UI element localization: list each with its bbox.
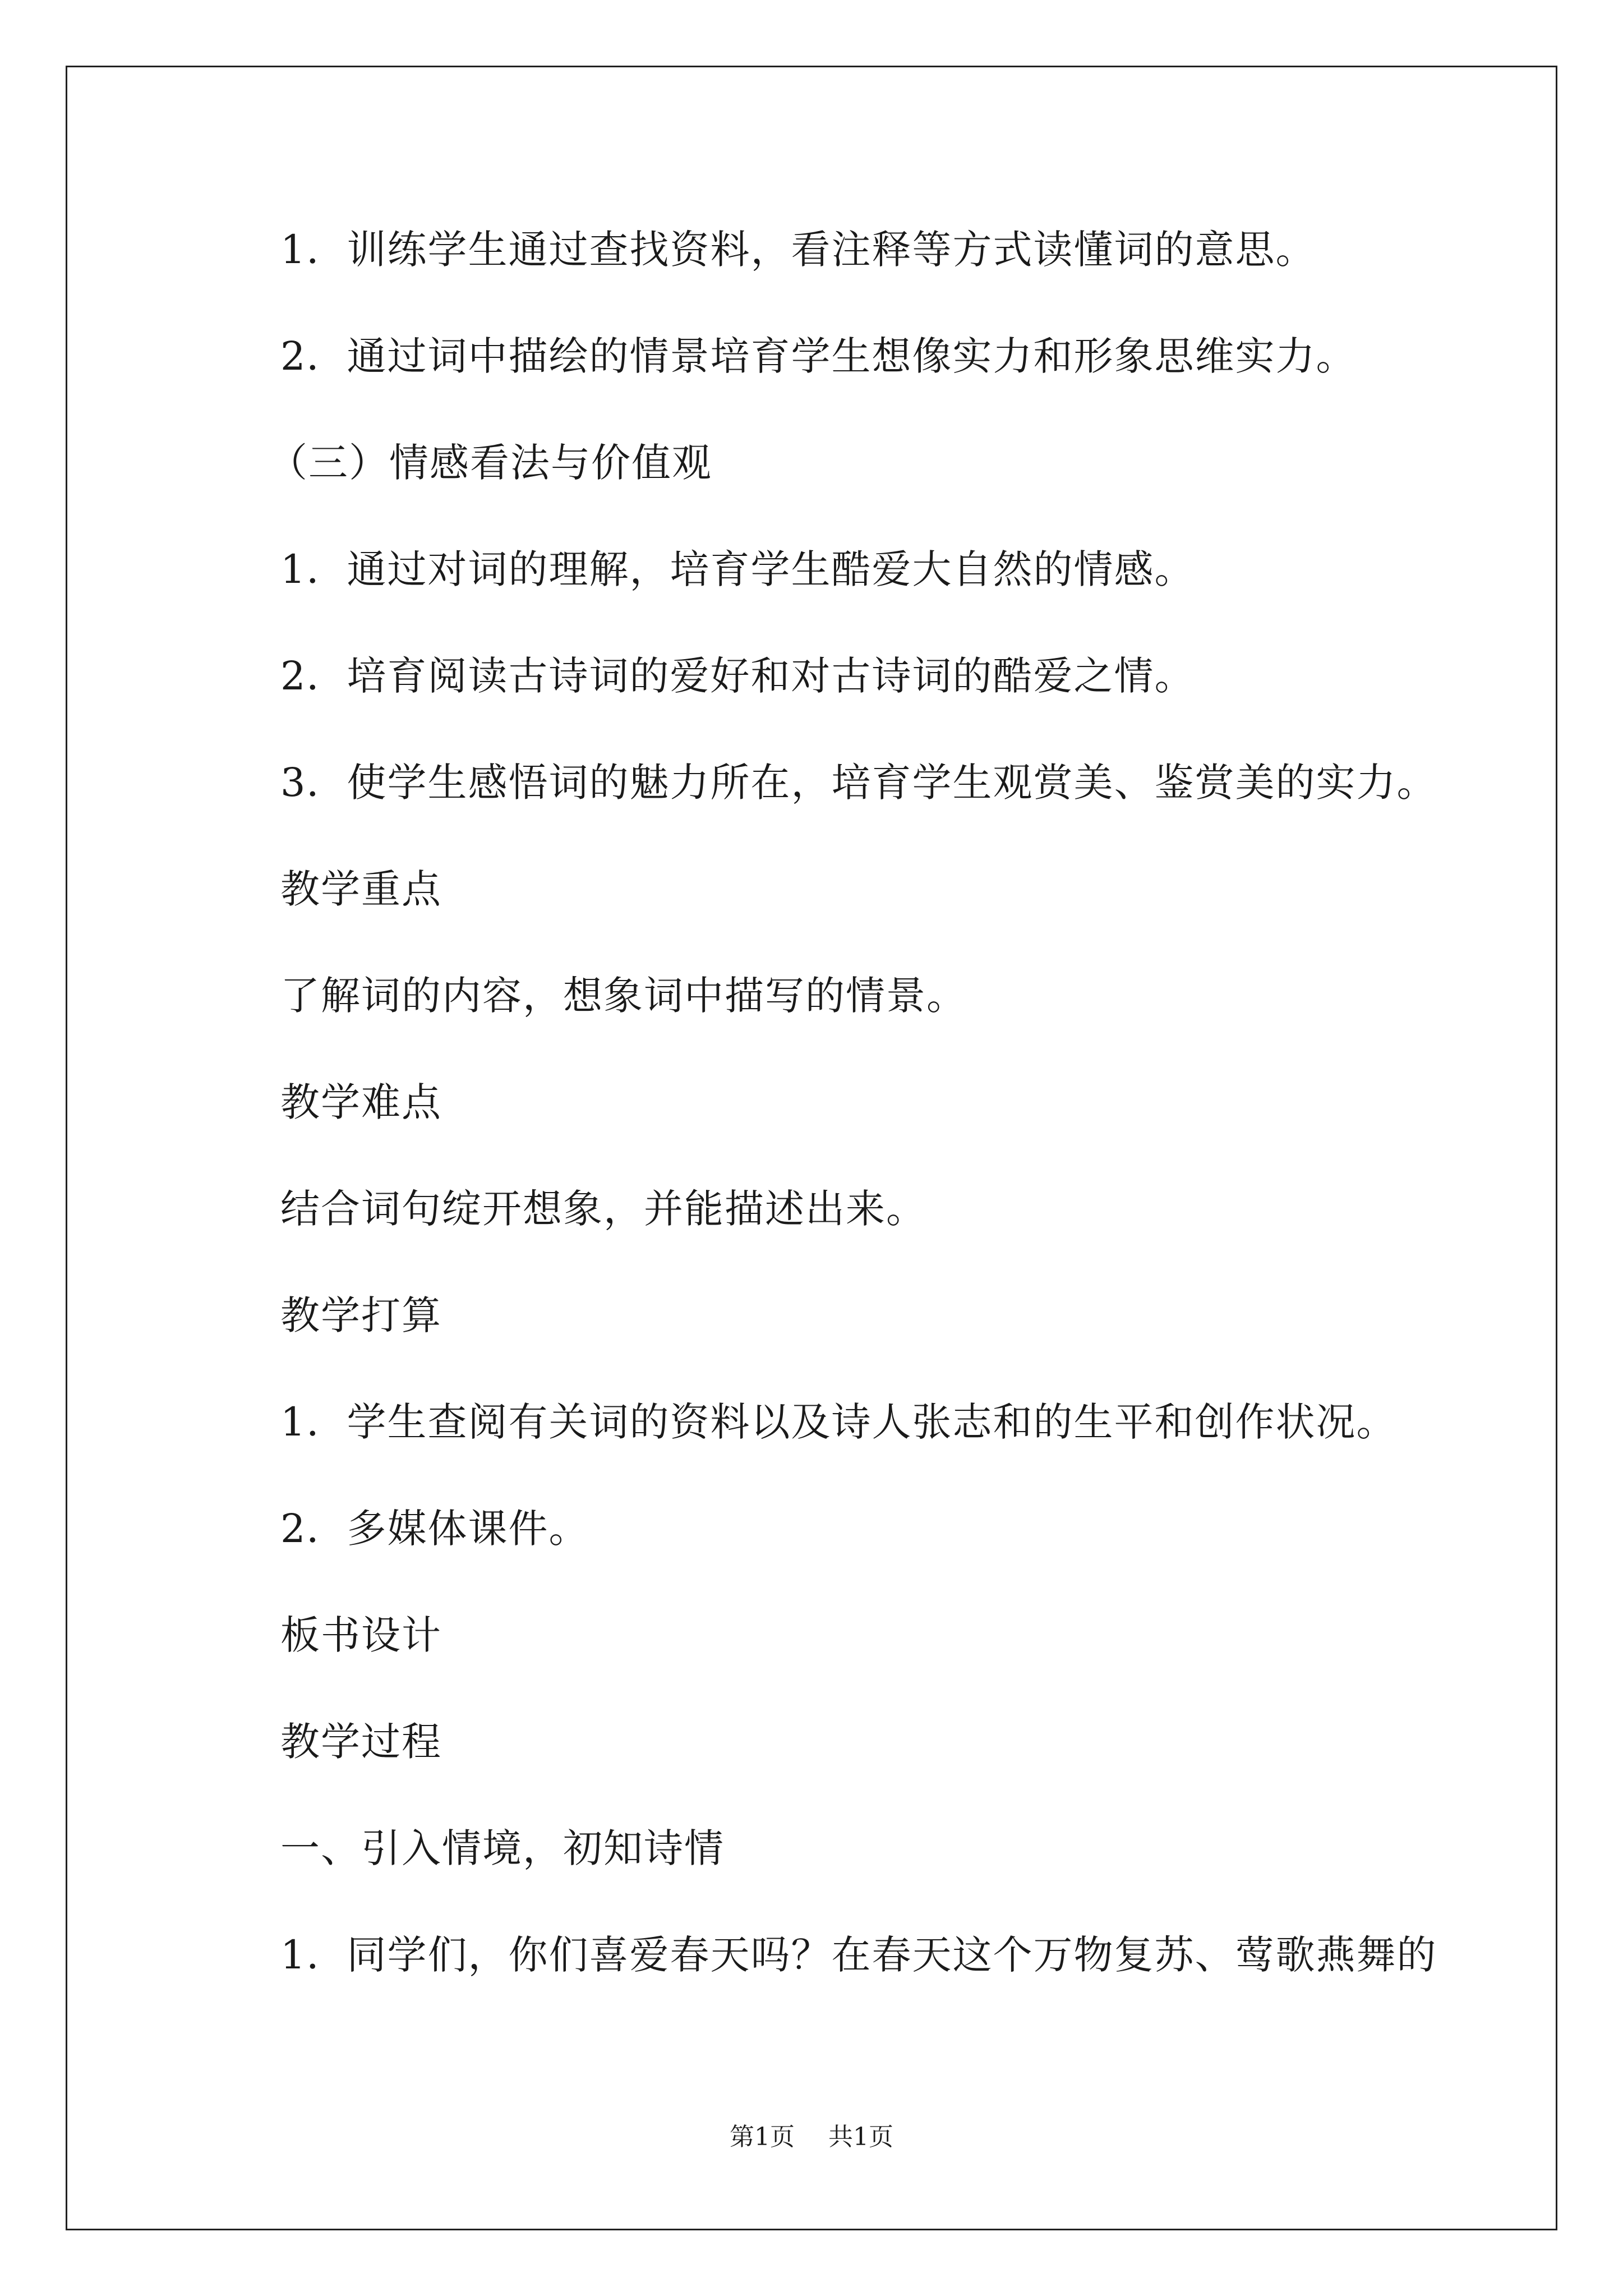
section-heading: 教学重点: [280, 866, 442, 912]
section-heading: 教学难点: [280, 1079, 442, 1125]
subsection-heading: 一、引入情境，初知诗情: [280, 1825, 725, 1871]
objective-line: 2．培育阅读古诗词的爱好和对古诗词的酷爱之情。: [280, 653, 1195, 699]
page-footer: [0, 2125, 1623, 2150]
page-number: 第1页: [730, 2123, 795, 2151]
paragraph: 结合词句绽开想象，并能描述出来。: [280, 1186, 926, 1232]
list-item: 1．学生查阅有关词的资料以及诗人张志和的生平和创作状况。: [280, 1399, 1397, 1445]
paragraph: 1．同学们，你们喜爱春天吗？在春天这个万物复苏、莺歌燕舞的: [280, 1932, 1437, 1978]
paragraph: 了解词的内容，想象词中描写的情景。: [280, 973, 967, 1019]
objective-line: 1．通过对词的理解，培育学生酷爱大自然的情感。: [280, 546, 1195, 592]
objective-line: 3．使学生感悟词的魅力所在，培育学生观赏美、鉴赏美的实力。: [280, 760, 1437, 806]
section-heading: 教学过程: [280, 1719, 442, 1765]
objective-line: 2．通过词中描绘的情景培育学生想像实力和形象思维实力。: [280, 333, 1357, 379]
list-item: 2．多媒体课件。: [280, 1506, 589, 1552]
page-border: [66, 66, 1557, 2230]
section-heading: （三）情感看法与价值观: [268, 440, 712, 486]
page-total: 共1页: [828, 2123, 893, 2151]
objective-line: 1．训练学生通过查找资料，看注释等方式读懂词的意思。: [280, 227, 1316, 273]
section-heading: 教学打算: [280, 1292, 442, 1338]
section-heading: 板书设计: [280, 1612, 442, 1658]
